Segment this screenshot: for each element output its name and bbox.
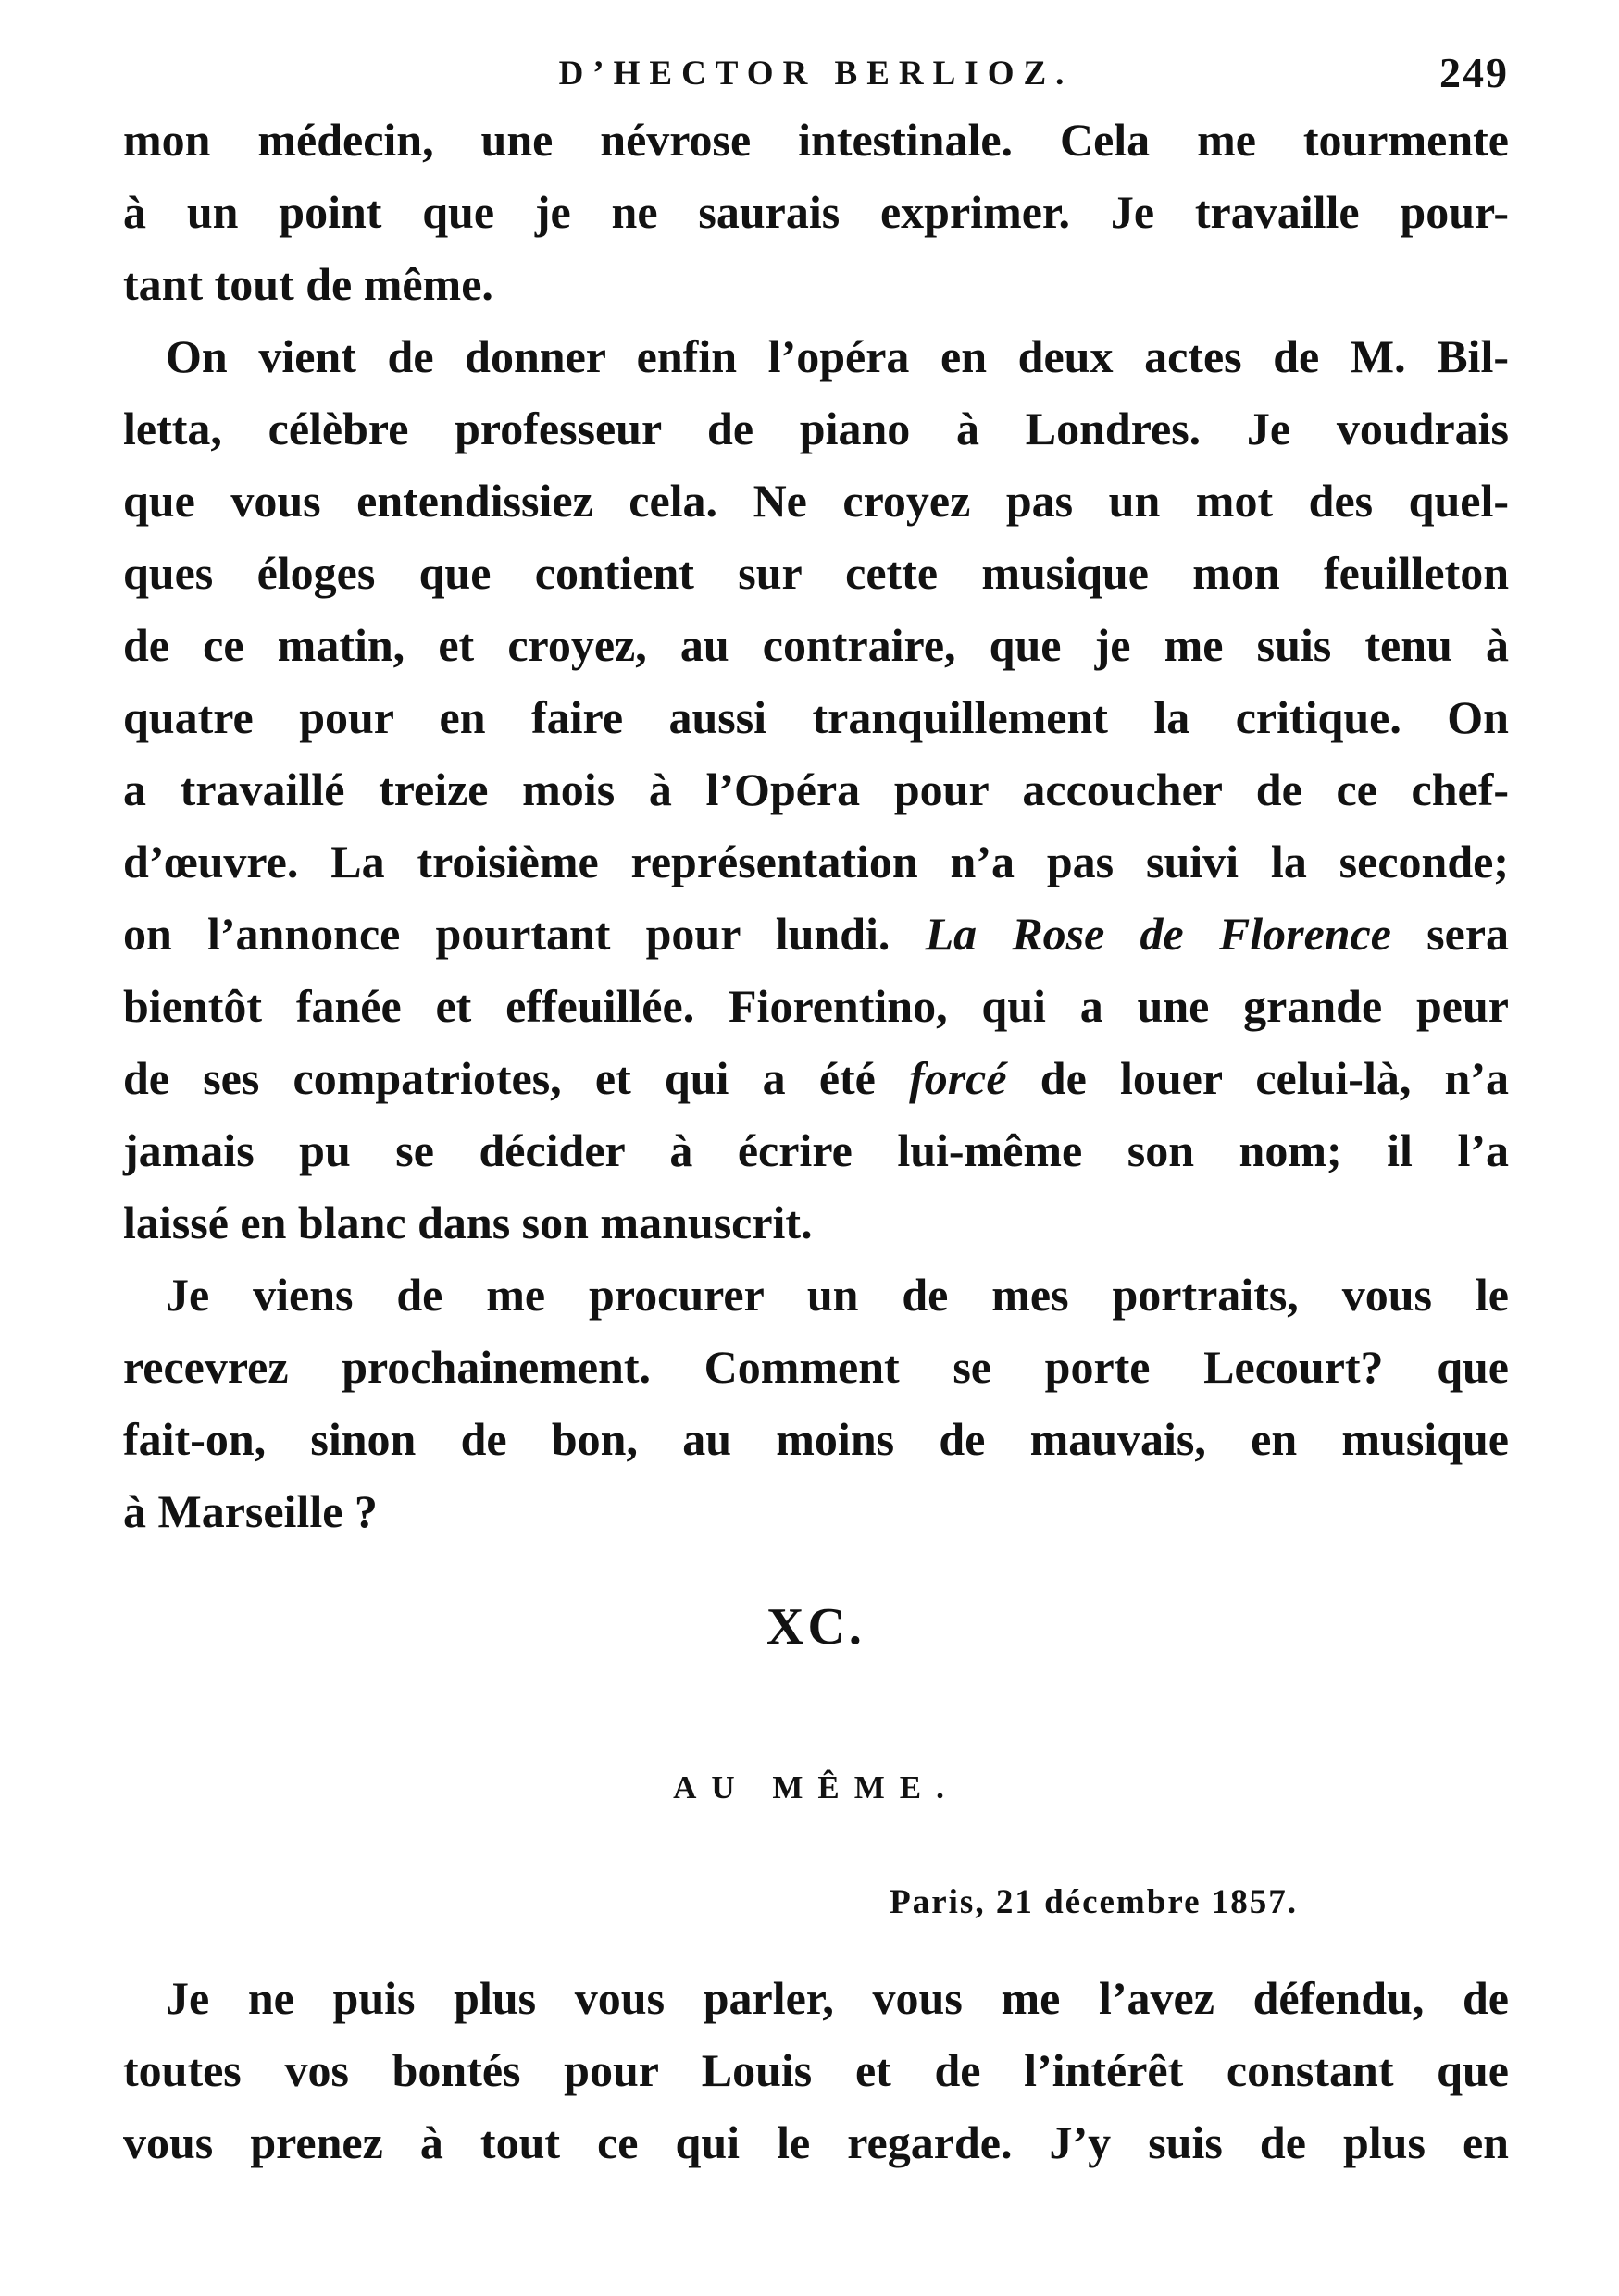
text-line (123, 825, 1509, 898)
text-run: que vous entendissiez cela. Ne croyez pas un mot des quel- (123, 475, 1509, 527)
text-run: a travaillé treize mois à l’Opéra pour accoucher de ce chef- (123, 763, 1509, 815)
para-opera-billetta (123, 320, 1509, 1259)
text-run: jamais pu se décider à écrire lui-même son nom; il l’a (123, 1124, 1509, 1176)
text-run: à Marseille ? (123, 1485, 378, 1537)
text-run: vous prenez à tout ce qui le regarde. J’y suis de plus en (123, 2116, 1509, 2168)
text-run: Je viens de me procurer un de mes portraits, vous le (166, 1269, 1509, 1321)
letter-dateline: Paris, 21 décembre 1857. (890, 1883, 1298, 1921)
text-run: recevrez prochainement. Comment se porte Lecourt? que (123, 1341, 1509, 1393)
letter-addressee: AU MÊME. (673, 1769, 959, 1806)
text-run: toutes vos bontés pour Louis et de l’intérêt constant que (123, 2044, 1509, 2096)
text-run: de louer celui-là, n’a (1006, 1052, 1510, 1104)
text-line (123, 1962, 1509, 2034)
text-line (123, 248, 1509, 320)
page-number: 249 (1439, 49, 1509, 96)
para-continuation (123, 104, 1509, 320)
text-run: de ses compatriotes, et qui a été (123, 1052, 910, 1104)
text-line (123, 1403, 1509, 1475)
running-title: D’HECTOR BERLIOZ. (558, 55, 1074, 93)
page-body-text (123, 104, 1509, 1547)
text-line (123, 970, 1509, 1042)
text-line (123, 1186, 1509, 1259)
text-line (123, 753, 1509, 825)
text-line (123, 537, 1509, 609)
text-run: on l’annonce pourtant pour lundi. (123, 908, 926, 960)
text-line (123, 104, 1509, 176)
text-line (123, 1331, 1509, 1403)
text-run: de ce matin, et croyez, au contraire, que je me suis tenu à (123, 619, 1509, 671)
text-run: à un point que je ne saurais exprimer. Je travaille pour- (123, 186, 1509, 238)
text-line (123, 681, 1509, 753)
text-line (123, 609, 1509, 681)
text-line (123, 1475, 1509, 1547)
para-letter-opening (123, 1962, 1509, 2178)
text-run: fait-on, sinon de bon, au moins de mauvais, en musique (123, 1413, 1509, 1465)
text-line (123, 2034, 1509, 2106)
text-line (123, 1042, 1509, 1114)
text-run: bientôt fanée et effeuillée. Fiorentino, qui a une grande peur (123, 980, 1509, 1032)
text-line (123, 392, 1509, 465)
text-run: sera (1390, 908, 1510, 960)
text-run: letta, célèbre professeur de piano à Londres. Je voudrais (123, 403, 1509, 454)
italic-text-run: forcé (909, 1052, 1007, 1104)
italic-text-run: La Rose de Florence (925, 908, 1391, 960)
para-portrait (123, 1259, 1509, 1547)
text-line (123, 465, 1509, 537)
text-line (123, 1259, 1509, 1331)
text-run: On vient de donner enfin l’opéra en deux actes de M. Bil- (166, 330, 1509, 382)
text-run: laissé en blanc dans son manuscrit. (123, 1197, 813, 1248)
section-heading-xc: XC. (766, 1598, 866, 1656)
text-line (123, 1114, 1509, 1186)
text-run: Je ne puis plus vous parler, vous me l’avez défendu, de (166, 1972, 1509, 2024)
text-line (123, 2106, 1509, 2178)
text-run: tant tout de même. (123, 258, 493, 310)
text-line (123, 320, 1509, 392)
letter-body-text (123, 1962, 1509, 2178)
text-run: d’œuvre. La troisième représentation n’a pas suivi la seconde; (123, 836, 1509, 887)
text-run: mon médecin, une névrose intestinale. Cela me tourmente (123, 114, 1509, 166)
text-line (123, 176, 1509, 248)
text-run: ques éloges que contient sur cette musique mon feuilleton (123, 547, 1509, 599)
running-header (123, 49, 1509, 96)
text-run: quatre pour en faire aussi tranquillement la critique. On (123, 691, 1509, 743)
text-line (123, 898, 1509, 970)
